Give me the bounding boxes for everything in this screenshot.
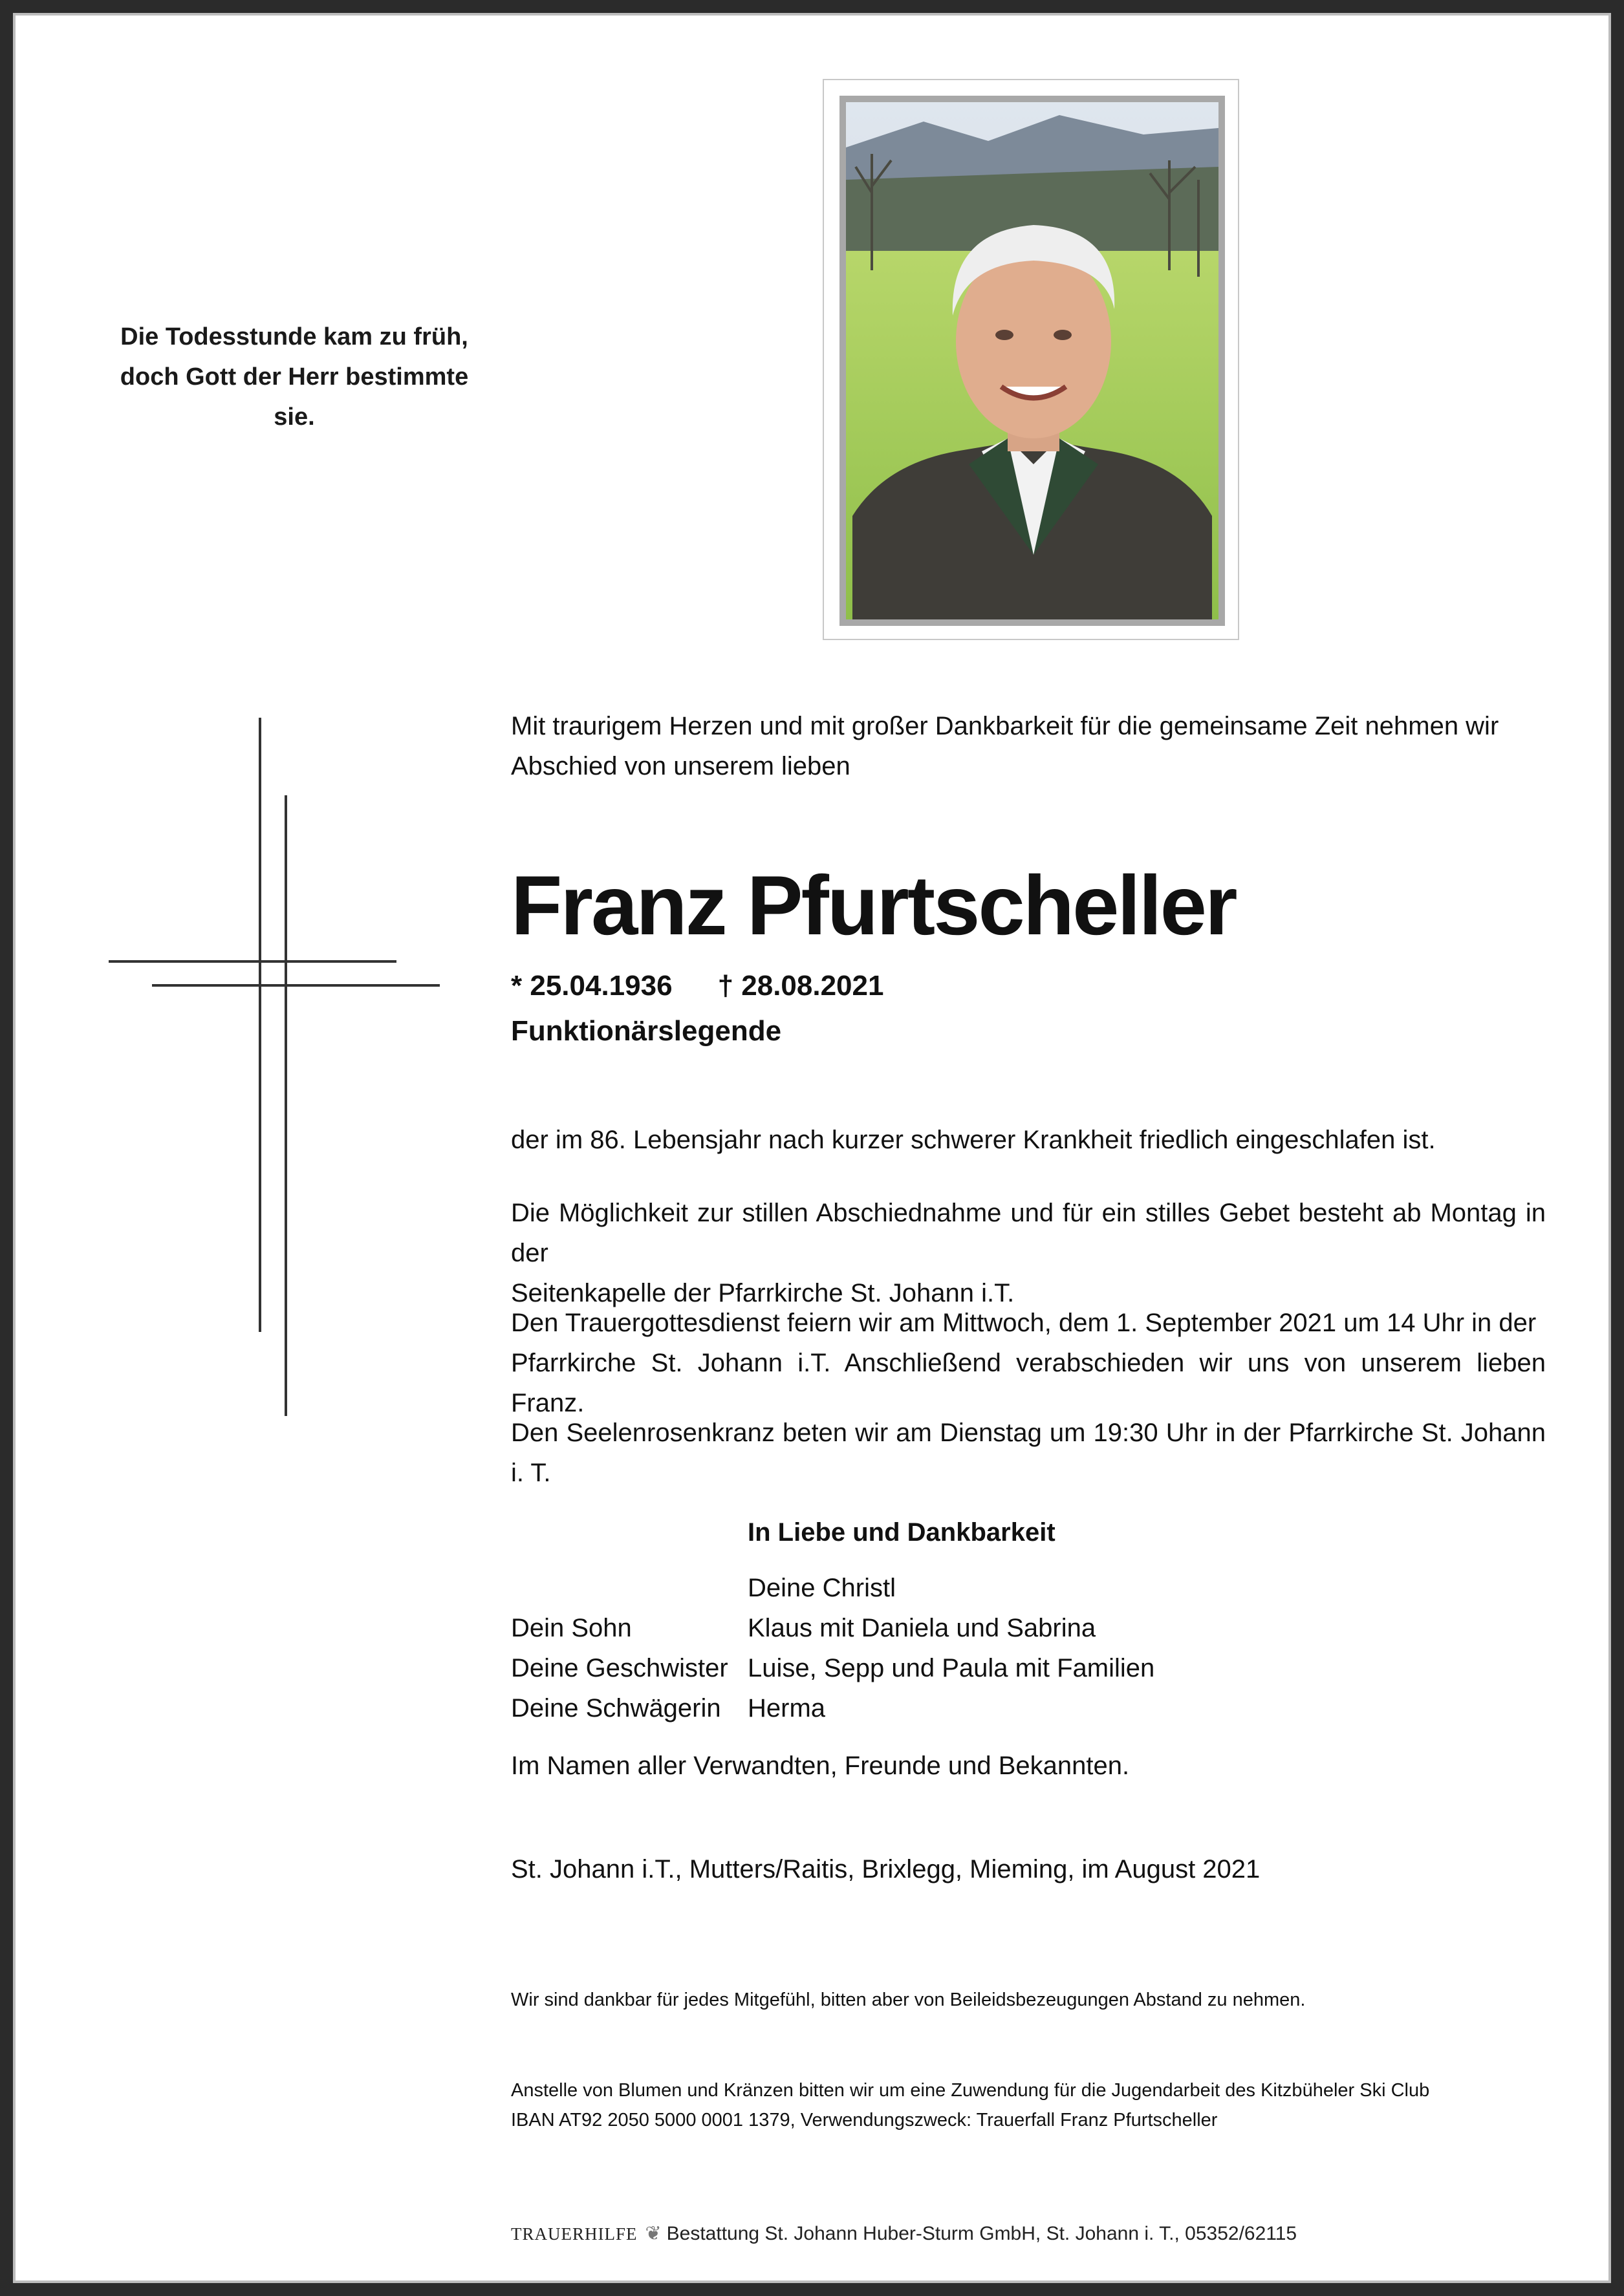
donation-line-1: Anstelle von Blumen und Kränzen bitten wir um eine Zuwendung für die Jugendarbeit des Kitzbüheler Ski Club bbox=[511, 2080, 1430, 2101]
intro-line-1: Mit traurigem Herzen und mit großer Dankbarkeit für die gemeinsame Zeit nehmen wir bbox=[511, 712, 1499, 740]
paragraph-funeral-line-2: Pfarrkirche St. Johann i.T. Anschließend verabschieden wir uns von unserem lieben Franz. bbox=[511, 1349, 1546, 1417]
portrait-illustration bbox=[846, 102, 1218, 619]
closing-line: Im Namen aller Verwandten, Freunde und Bekannten. bbox=[511, 1752, 1130, 1780]
family-names: Luise, Sepp und Paula mit Familien bbox=[748, 1654, 1155, 1682]
quote-line-1: Die Todesstunde kam zu früh, bbox=[120, 323, 468, 350]
cross-icon bbox=[103, 718, 446, 1416]
intro-text bbox=[511, 706, 1546, 786]
cross-vertical-right bbox=[285, 795, 287, 1416]
family-relation: Deine Geschwister bbox=[511, 1654, 728, 1682]
deceased-title: Funktionärslegende bbox=[511, 1015, 782, 1047]
family-row bbox=[511, 1608, 1546, 1648]
family-relation: Deine Schwägerin bbox=[511, 1694, 721, 1722]
family-names: Klaus mit Daniela und Sabrina bbox=[748, 1614, 1096, 1642]
paragraph-passing: der im 86. Lebensjahr nach kurzer schwerer Krankheit friedlich eingeschlafen ist. bbox=[511, 1126, 1436, 1154]
family-list bbox=[511, 1568, 1546, 1728]
paragraph-viewing-line-2: Seitenkapelle der Pfarrkirche St. Johann i.T. bbox=[511, 1279, 1015, 1307]
family-names: Deine Christl bbox=[748, 1574, 896, 1602]
paragraph-viewing bbox=[511, 1193, 1546, 1313]
quote-line-2: doch Gott der Herr bestimmte sie. bbox=[120, 363, 469, 431]
brand-logo: TRAUERHILFE bbox=[511, 2224, 638, 2244]
intro-line-2: Abschied von unserem lieben bbox=[511, 752, 850, 780]
paragraph-rosary: Den Seelenrosenkranz beten wir am Dienstag um 19:30 Uhr in der Pfarrkirche St. Johann i. T. bbox=[511, 1419, 1546, 1487]
condolence-note: Wir sind dankbar für jedes Mitgefühl, bitten aber von Beileidsbezeugungen Abstand zu nehmen. bbox=[511, 1990, 1306, 2010]
portrait-photo bbox=[839, 96, 1225, 626]
cross-vertical-left bbox=[259, 718, 261, 1332]
undertaker-footer bbox=[511, 2219, 1297, 2249]
life-dates bbox=[511, 967, 883, 1005]
family-names: Herma bbox=[748, 1694, 826, 1722]
donation-line-2: IBAN AT92 2050 5000 0001 1379, Verwendungszweck: Trauerfall Franz Pfurtscheller bbox=[511, 2110, 1218, 2130]
deceased-name: Franz Pfurtscheller bbox=[511, 858, 1236, 952]
donation-note bbox=[511, 2076, 1429, 2135]
place-and-date: St. Johann i.T., Mutters/Raitis, Brixlegg, Mieming, im August 2021 bbox=[511, 1855, 1261, 1883]
family-row bbox=[511, 1648, 1546, 1688]
leaf-icon: ❦ bbox=[645, 2223, 662, 2244]
paragraph-funeral-service bbox=[511, 1303, 1546, 1423]
portrait-frame bbox=[823, 79, 1239, 640]
paragraph-viewing-line-1: Die Möglichkeit zur stillen Abschiednahme und für ein stilles Gebet besteht ab Montag in der bbox=[511, 1199, 1546, 1267]
undertaker-contact: Bestattung St. Johann Huber-Sturm GmbH, St. Johann i. T., 05352/62115 bbox=[666, 2223, 1297, 2244]
family-relation: Dein Sohn bbox=[511, 1614, 632, 1642]
death-date: † 28.08.2021 bbox=[717, 970, 884, 1002]
birth-date: * 25.04.1936 bbox=[511, 970, 673, 1002]
signature-title: In Liebe und Dankbarkeit bbox=[748, 1518, 1056, 1547]
family-row bbox=[511, 1688, 1546, 1728]
paragraph-funeral-line-1: Den Trauergottesdienst feiern wir am Mittwoch, dem 1. September 2021 um 14 Uhr in der bbox=[511, 1309, 1537, 1337]
cross-horizontal-lower bbox=[152, 984, 440, 987]
family-row bbox=[511, 1568, 1546, 1608]
cross-horizontal-upper bbox=[109, 960, 396, 963]
epitaph-quote bbox=[97, 317, 492, 437]
